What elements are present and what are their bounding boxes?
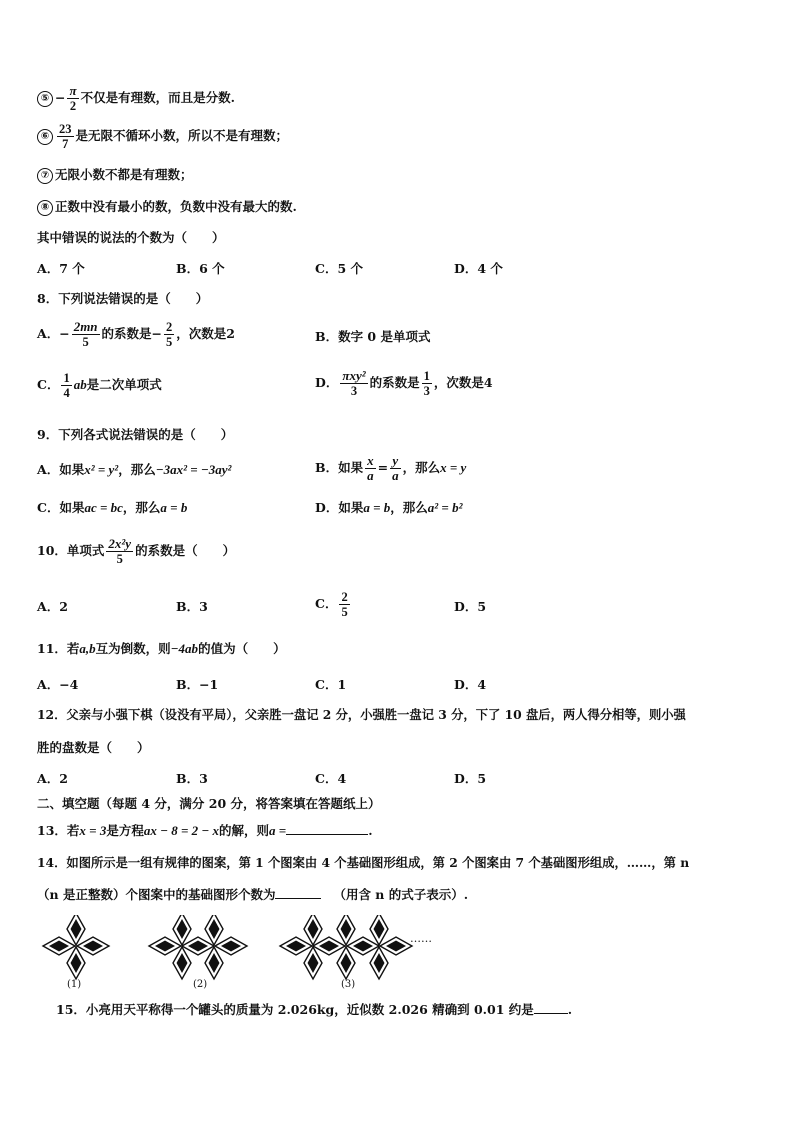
- q12-line-1: 12．父亲与小强下棋（设没有平局），父亲胜一盘记 2 分，小强胜一盘记 3 分，下了 10 盘后，两人得分相等，则小强: [37, 707, 686, 722]
- q7-option-c: C．5 个: [315, 261, 363, 276]
- q10-option-c: C． $\frac{2}{5}$: [315, 590, 348, 619]
- statement-8-text: 正数中没有最小的数，负数中没有最大的数.: [55, 199, 297, 214]
- pattern-figure-2: [149, 915, 247, 979]
- q7-stem: 其中错误的说法的个数为（ ）: [37, 230, 225, 245]
- fraction-pi-over-2: $\frac{\pi}{2}$: [69, 83, 77, 113]
- q11-option-c: C．1: [315, 677, 347, 692]
- circled-number-7: ⑦: [37, 168, 53, 184]
- fraction-2-over-5: $\frac{2}{5}$: [341, 590, 348, 619]
- answer-blank[interactable]: [275, 886, 321, 899]
- q14-line-2: （n 是正整数）个图案中的基础图形个数为 （用含 n 的式子表示）.: [37, 887, 469, 902]
- q12-option-b: B．3: [176, 771, 208, 786]
- q10-option-d: D．5: [454, 599, 487, 614]
- fraction-y-over-a: $\frac{y}{a}$: [392, 453, 399, 483]
- q7-option-d: D．4 个: [454, 261, 503, 276]
- q10-option-b: B．3: [176, 599, 208, 614]
- q12-option-a: A．2: [37, 771, 68, 786]
- q11-option-b: B．−1: [176, 677, 219, 692]
- statement-5-text: 不仅是有理数，而且是分数.: [80, 90, 235, 105]
- q8-option-b: B．数字 0 是单项式: [315, 329, 431, 344]
- pattern-figure-1: [43, 915, 109, 979]
- fraction-2mn-over-5: $\frac{2mn}{5}$: [73, 319, 98, 349]
- q9-option-d: D．如果a = b，那么a² = b²: [315, 500, 463, 515]
- fraction-2x2y-over-5: $\frac{\text{2x²y}}{5}$: [108, 536, 132, 566]
- statement-5: [37, 84, 235, 113]
- fraction-1-over-3: $\frac{1}{3}$: [423, 369, 430, 398]
- figure-label-3: (3): [341, 979, 356, 990]
- q7-option-a: A．7 个: [37, 261, 85, 276]
- minus-sign: −: [55, 90, 66, 105]
- q14-line-1: 14．如图所示是一组有规律的图案，第 1 个图案由 4 个基础图形组成，第 2 个图案由 7 个基础图形组成，……，第 n: [37, 855, 690, 870]
- statement-7: [37, 167, 193, 184]
- q12-line-2: 胜的盘数是（ ）: [37, 740, 150, 755]
- answer-blank[interactable]: [534, 1001, 568, 1014]
- q12-option-c: C．4: [315, 771, 347, 786]
- circled-number-5: ⑤: [37, 91, 53, 107]
- figure-label-1: (1): [67, 979, 82, 990]
- q10-option-a: A．2: [37, 599, 68, 614]
- circled-number-8: ⑧: [37, 200, 53, 216]
- q8-option-a: A．− $\frac{2mn}{5}$ 的系数是− $\frac{2}{5}$ ，次数是2: [37, 319, 235, 349]
- statement-8: [37, 199, 297, 216]
- q9-option-c: C．如果ac = bc，那么a = b: [37, 500, 188, 515]
- statement-6: [37, 122, 288, 151]
- figure-label-2: (2): [193, 979, 208, 990]
- figure-ellipsis: ……: [410, 932, 432, 945]
- q12-option-d: D．5: [454, 771, 487, 786]
- fraction-2-over-5: $\frac{2}{5}$: [166, 320, 173, 349]
- statement-6-text: 是无限不循环小数，所以不是有理数；: [75, 128, 289, 143]
- fraction-23-over-7: $\frac{23}{7}$: [59, 122, 72, 151]
- q11-option-d: D．4: [454, 677, 487, 692]
- q11-option-a: A．−4: [37, 677, 79, 692]
- q10-stem: 10．单项式 $\frac{\text{2x²y}}{5}$ 的系数是（ ）: [37, 536, 236, 566]
- q15: 15．小亮用天平称得一个罐头的质量为 2.026kg，近似数 2.026 精确到 0.01 约是 .: [56, 1002, 573, 1017]
- statement-7-text: 无限小数不都是有理数；: [55, 167, 193, 182]
- circled-number-6: ⑥: [37, 129, 53, 145]
- section-2-heading: 二、填空题（每题 4 分，满分 20 分，将答案填在答题纸上）: [37, 796, 381, 811]
- q9-stem: 9．下列各式说法错误的是（ ）: [37, 427, 234, 442]
- fraction-pixy2-over-3: $\frac{\text{πxy²}}{3}$: [342, 368, 366, 398]
- fraction-1-over-4: $\frac{1}{4}$: [63, 371, 70, 400]
- q11-stem: 11．若a,b互为倒数，则−4ab的值为（ ）: [37, 641, 286, 656]
- pattern-figures: [40, 915, 460, 993]
- q7-option-b: B．6 个: [176, 261, 225, 276]
- q8-stem: 8．下列说法错误的是（ ）: [37, 291, 209, 306]
- answer-blank[interactable]: [286, 822, 368, 835]
- q8-option-c: C． $\frac{1}{4}$ ab是二次单项式: [37, 371, 162, 400]
- pattern-figure-3: [280, 915, 412, 979]
- fraction-x-over-a: $\frac{x}{a}$: [367, 453, 374, 483]
- q9-option-b: B．如果 $\frac{x}{a}$ = $\frac{y}{a}$ ，那么x = y: [315, 453, 467, 483]
- q8-option-d: D． $\frac{\text{πxy²}}{3}$ 的系数是 $\frac{1}{3}$ ，次数是4: [315, 368, 493, 398]
- q9-option-a: A．如果x² = y²，那么−3ax² = −3ay²: [37, 462, 232, 477]
- q13: 13．若x = 3是方程ax − 8 = 2 − x的解，则a = .: [37, 823, 373, 838]
